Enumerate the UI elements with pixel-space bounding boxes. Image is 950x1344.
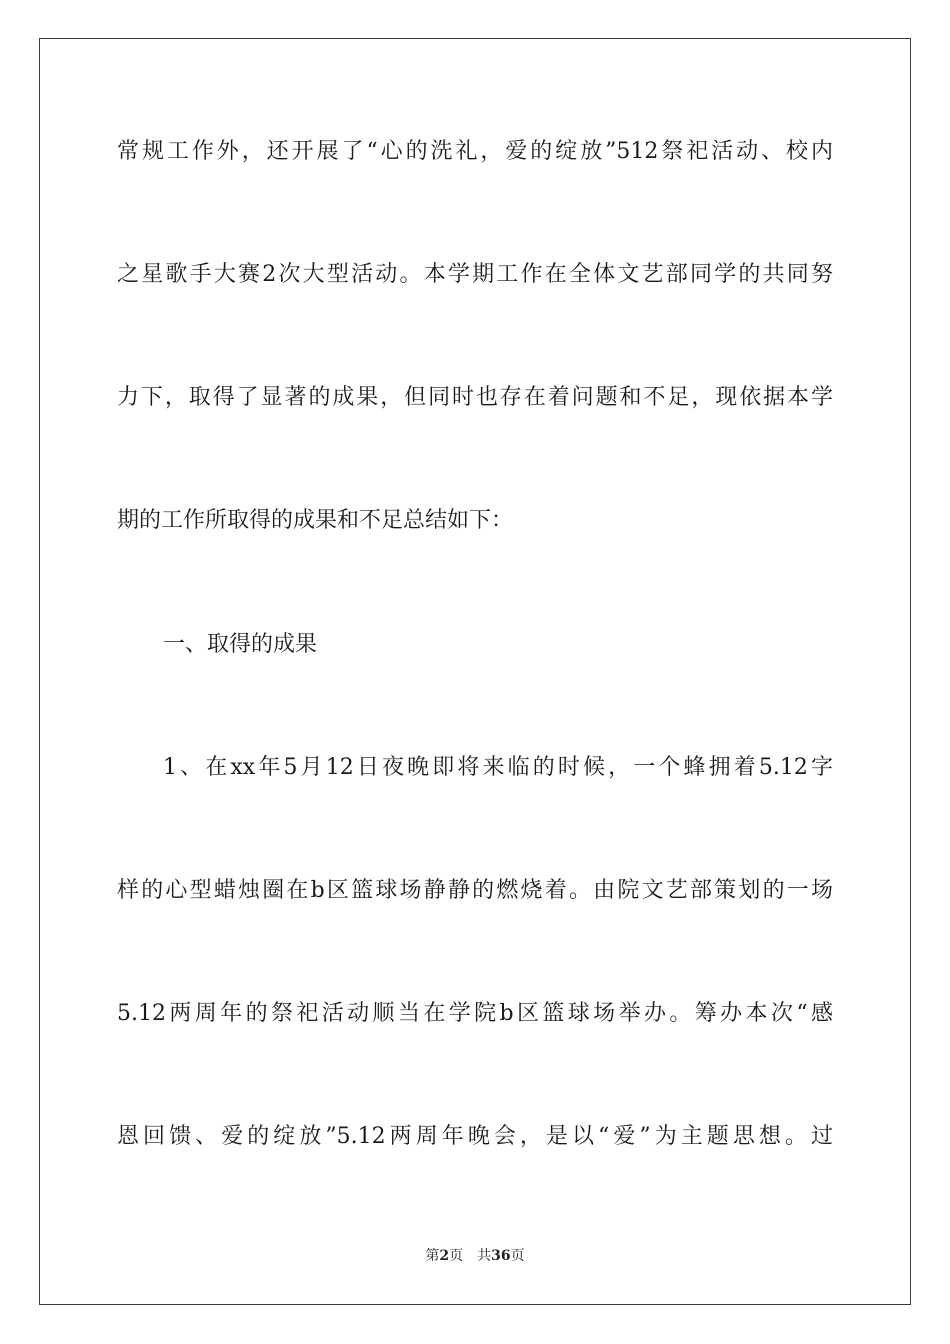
paragraph-line-6: 样的心型蜡烛圈在b区篮球场静静的燃烧着。由院文艺部策划的一场 — [117, 878, 833, 903]
paragraph-line-5: 1、在xx年5月12日夜晚即将来临的时候，一个蜂拥着5.12字 — [163, 755, 833, 780]
page-border — [39, 38, 911, 1305]
footer-total-prefix: 共 — [477, 1248, 492, 1264]
paragraph-line-8: 恩回馈、爱的绽放”5.12两周年晚会，是以“爱”为主题思想。过 — [117, 1124, 833, 1149]
paragraph-line-2: 之星歌手大赛2次大型活动。本学期工作在全体文艺部同学的共同努 — [117, 262, 833, 287]
footer-page-prefix: 第 — [425, 1248, 440, 1264]
footer-total-pages: 36 — [491, 1248, 511, 1264]
footer-total-suffix: 页 — [510, 1248, 525, 1264]
section-heading: 一、取得的成果 — [163, 632, 318, 657]
paragraph-line-4: 期的工作所取得的成果和不足总结如下： — [117, 508, 514, 533]
paragraph-line-1: 常规工作外，还开展了“心的洗礼，爱的绽放”512祭祀活动、校内 — [117, 139, 833, 164]
paragraph-line-3: 力下，取得了显著的成果，但同时也存在着问题和不足，现依据本学 — [117, 385, 833, 410]
footer-page-suffix: 页 — [449, 1248, 464, 1264]
footer-page-number: 2 — [439, 1248, 450, 1264]
paragraph-line-7: 5.12两周年的祭祀活动顺当在学院b区篮球场举办。筹办本次“感 — [117, 1001, 833, 1026]
page-footer — [0, 1246, 950, 1266]
